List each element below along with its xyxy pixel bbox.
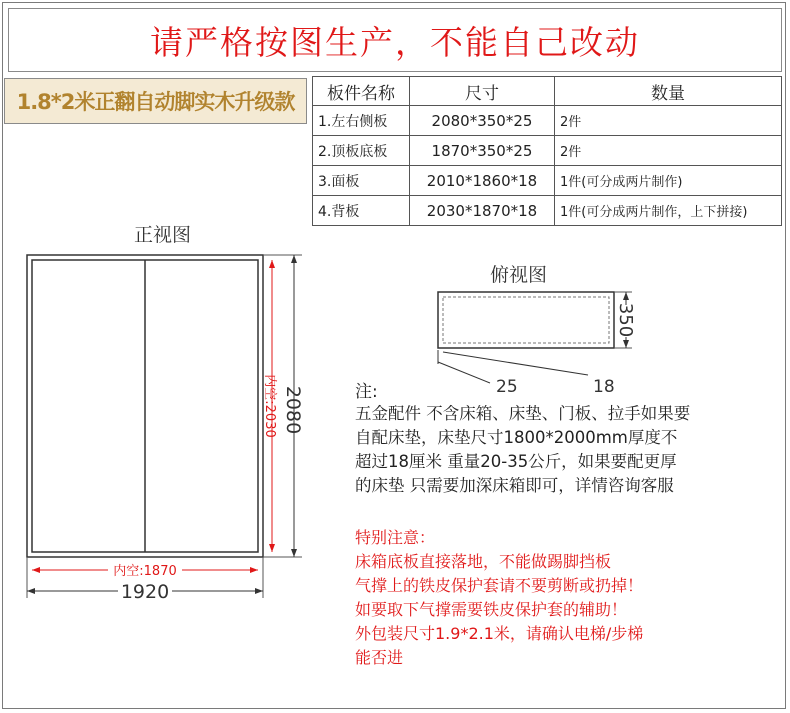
top-inner-dashed [443,297,609,343]
front-view-title: 正视图 [134,224,192,246]
note-line: 超过18厘米 重量20-35公斤，如果要配更厚 [355,452,677,471]
special-notes-block [355,526,643,670]
special-note-line: 床箱底板直接落地，不能做踢脚挡板 [355,552,612,571]
top-view-drawing [438,292,636,397]
special-note-line: 如要取下气撑需要铁皮保护套的辅助！ [355,600,628,619]
special-note-line: 能否进 [355,648,404,667]
header-name: 板件名称 [313,77,410,106]
part-name: 1.左右侧板 [313,106,410,136]
note-line: 的床垫 只需要加深床箱即可，详情咨询客服 [355,476,674,495]
part-qty: 2件 [555,106,782,136]
leader-18 [443,352,588,375]
part-size: 2010*1860*18 [410,166,555,196]
special-note-line: 外包装尺寸1.9*2.1米，请确认电梯/步梯 [355,624,644,643]
inner-height-label: 内空:2030 [262,374,277,438]
note-line: 五金配件 不含床箱、床垫、门板、拉手如果要 [355,404,691,423]
special-note-line: 气撑上的铁皮保护套请不要剪断或扔掉！ [355,576,644,595]
part-name: 2.顶板底板 [313,136,410,166]
note-line: 自配床垫，床垫尺寸1800*2000mm厚度不 [355,428,678,447]
warning-banner: 请严格按图生产，不能自己改动 [8,8,782,72]
part-name: 3.面板 [313,166,410,196]
header-size: 尺寸 [410,77,555,106]
thickness-25-label: 25 [496,377,518,397]
part-size: 2030*1870*18 [410,196,555,226]
part-size: 2080*350*25 [410,106,555,136]
special-note-line: 特别注意： [355,528,436,547]
notes-block [355,402,775,498]
part-qty: 1件(可分成两片制作) [555,166,782,196]
leader-25 [438,362,490,383]
inner-width-label: 内空:1870 [113,564,177,579]
part-qty: 1件(可分成两片制作，上下拼接) [555,196,782,226]
top-outline [438,292,614,348]
header-qty: 数量 [555,77,782,106]
top-view-title: 俯视图 [490,264,548,286]
part-size: 1870*350*25 [410,136,555,166]
model-label: 1.8*2米正翻自动脚实木升级款 [4,78,307,124]
part-qty: 2件 [555,136,782,166]
thickness-18-label: 18 [593,377,615,397]
front-view-drawing [27,255,304,603]
part-name: 4.背板 [313,196,410,226]
height-dim-label: 2080 [282,385,304,435]
notes-heading: 注: [355,382,378,402]
depth-dim-label: 350 [615,302,636,338]
width-dim-label: 1920 [120,581,170,603]
